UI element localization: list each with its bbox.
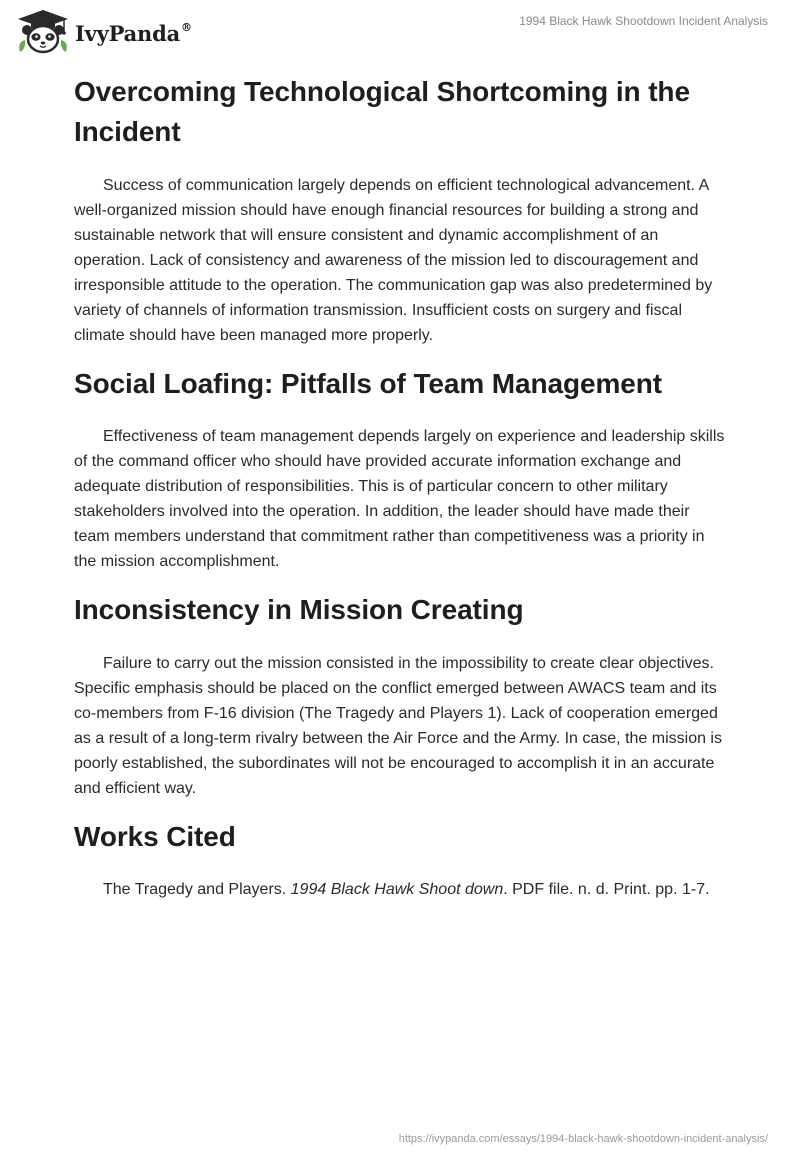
citation-author: The Tragedy and Players. <box>103 881 291 898</box>
section-heading: Overcoming Technological Shortcoming in the Incident <box>74 76 690 147</box>
panda-graduate-icon <box>14 8 72 56</box>
page-header <box>0 0 800 60</box>
document-title: 1994 Black Hawk Shootdown Incident Analysis <box>519 14 768 28</box>
section-heading: Inconsistency in Mission Creating <box>74 594 524 625</box>
brand-name: IvyPanda® <box>75 20 192 46</box>
essay-content <box>74 70 726 902</box>
section-paragraph: Effectiveness of team management depends largely on experience and leadership skills of the command officer who should have provided accurate information exchange and adequate distribution of responsibilities. This is of particular concern to other military stakeholders involved into the operation. In addition, the leader should have made their team members understand that commitment rather than competitiveness was a priority in the mission accomplishment. <box>74 428 725 570</box>
works-cited-heading: Works Cited <box>74 821 236 852</box>
section-paragraph: Success of communication largely depends on efficient technological advancement. A well-organized mission should have enough financial resources for building a strong and sustainable network that will ensure consistent and dynamic accomplishment of an operation. Lack of consistency and awareness of the mission led to discouragement and irresponsible attitude to the operation. The communication gap was also predetermined by variety of channels of information transmission. Insufficient costs on surgery and fiscal climate should have been managed more properly. <box>74 177 713 344</box>
brand-logo[interactable] <box>14 8 192 56</box>
source-url[interactable]: https://ivypanda.com/essays/1994-black-hawk-shootdown-incident-analysis/ <box>398 1133 768 1145</box>
citation-work-title: 1994 Black Hawk Shoot down <box>290 881 504 898</box>
citation-entry <box>74 877 726 902</box>
section-heading: Social Loafing: Pitfalls of Team Management <box>74 368 662 399</box>
section-paragraph: Failure to carry out the mission consisted in the impossibility to create clear objectives. Specific emphasis should be placed on the conflict emerged between AWACS team and its co-members from F-16 division (The Tragedy and Players 1). Lack of cooperation emerged as a result of a long-term rivalry between the Air Force and the Army. In case, the mission is poorly established, the subordinates will not be encouraged to accomplish it in an accurate and efficient way. <box>74 655 722 797</box>
citation-details: . PDF file. n. d. Print. pp. 1-7. <box>503 881 710 898</box>
